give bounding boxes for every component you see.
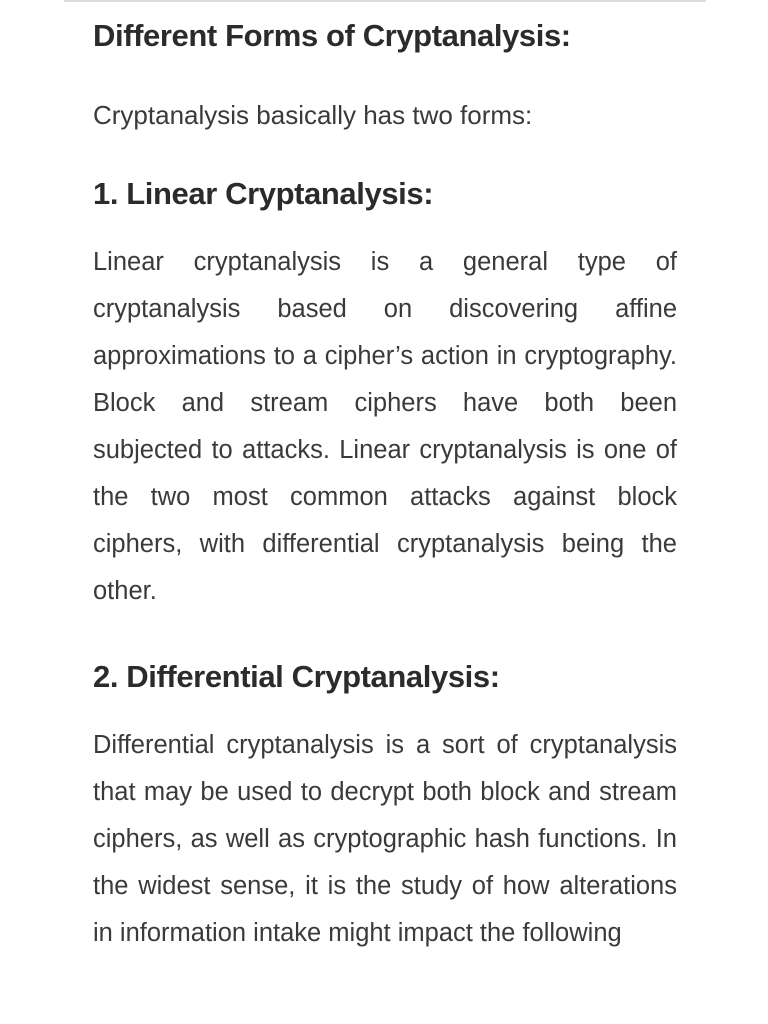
article	[93, 14, 677, 957]
section-heading-differential: 2. Differential Cryptanalysis:	[93, 659, 500, 694]
section-body-linear: Linear cryptanalysis is a general type of cryptanalysis based on discovering affine approximations to a cipher’s action in cryptography. Block and stream ciphers have both been subjected to attacks. Linear cryptanalysis is one of the two most common attacks against block ciphers, with differential cryptanalysis being the other.	[93, 248, 677, 605]
section-body-differential: Differential cryptanalysis is a sort of cryptanalysis that may be used to decrypt both block and stream ciphers, as well as cryptographic hash functions. In the widest sense, it is the study of how alterations in information intake might impact the following	[93, 731, 677, 947]
section-linear-cryptanalysis	[93, 172, 677, 615]
section-heading-linear: 1. Linear Cryptanalysis:	[93, 176, 434, 211]
top-divider	[64, 0, 706, 2]
page-title: Different Forms of Cryptanalysis:	[93, 18, 571, 53]
section-differential-cryptanalysis	[93, 655, 677, 957]
intro-paragraph: Cryptanalysis basically has two forms:	[93, 100, 533, 130]
